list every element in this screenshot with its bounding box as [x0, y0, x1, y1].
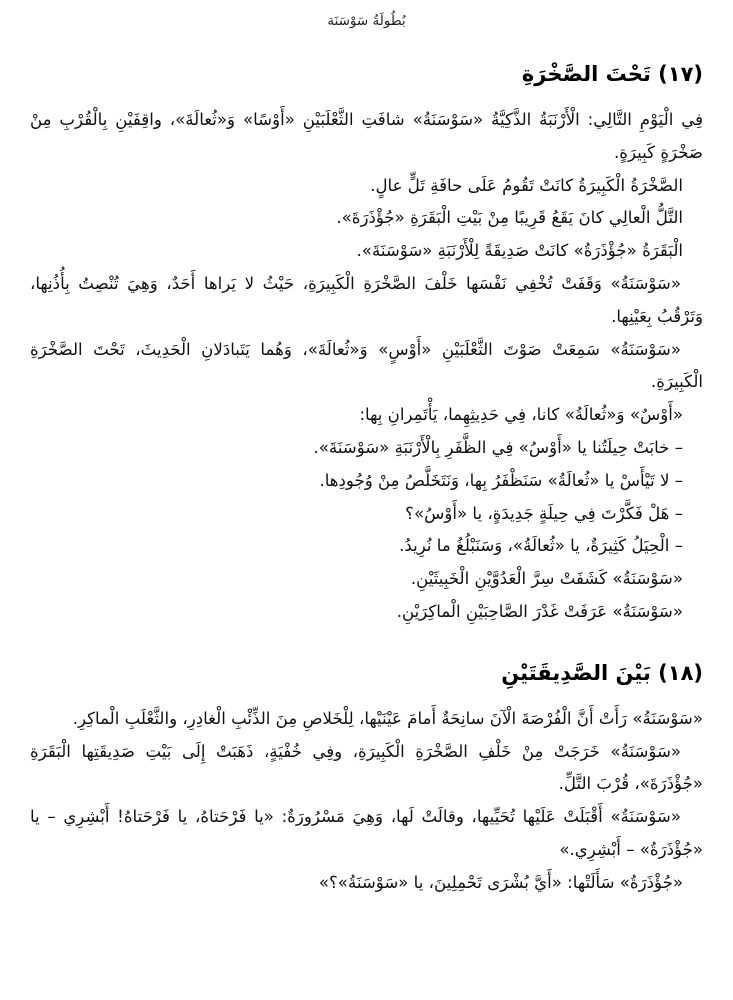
paragraph: «أَوْسٌ» وَ«ثُعالَةُ» كانا، فِي حَدِيثِهِما، يَأْتَمِرانِ بِها: [359, 405, 683, 425]
chapter-17-body [30, 104, 703, 629]
running-head: بُطُولَةُ سَوْسَنَة [327, 13, 406, 29]
paragraph: «سَوْسَنَةُ» كَشَفَتْ سِرَّ الْعَدُوَّيْنِ الْخَبِيثَيْنِ. [410, 569, 683, 589]
paragraph: – الْحِيَلُ كَثِيرَةٌ، يا «ثُعالَةُ»، وَسَنَبْلُغُ ما نُرِيدُ. [399, 536, 683, 556]
paragraph: – لا تَيْأَسْ يا «ثُعالَةُ» سَنَظْفَرُ بِها، وَنَتَخَلَّصُ مِنْ وُجُودِها. [319, 470, 683, 490]
paragraph: «سَوْسَنَةُ» سَمِعَتْ صَوْتَ الثَّعْلَبَيْنِ «أَوْسٍ» وَ«ثُعالَةَ»، وَهُما يَتَبادَلانِ الْحَدِيثَ، تَحْتَ الصَّخْرَةِ الْكَبِيرَةِ. [30, 339, 703, 392]
paragraph: «سَوْسَنَةُ» عَرَفَتْ غَدْرَ الصَّاحِبَيْنِ الْماكِرَيْنِ. [396, 601, 683, 621]
chapter-18 [30, 659, 703, 900]
paragraph: «سَوْسَنَةُ» وَقَفَتْ تُخْفِي نَفْسَها خَلْفَ الصَّخْرَةِ الْكَبِيرَةِ، حَيْثُ لا يَراها أَحَدٌ، وَهِيَ تُنْصِتُ بِأُذُنِها، وَتَرْقُبُ بِعَيْنِها. [30, 273, 703, 326]
paragraph: – خابَتْ حِيلَتُنا يا «أَوْسُ» فِي الظَّفَرِ بِالْأَرْنَبَةِ «سَوْسَنَةَ». [313, 437, 683, 457]
paragraph: الْبَقَرَةُ «جُؤْذَرَةُ» كانَتْ صَدِيقَةً لِلْأَرْنَبَةِ «سَوْسَنَةَ». [356, 241, 683, 261]
chapter-17 [30, 60, 703, 629]
paragraph: «سَوْسَنَةُ» خَرَجَتْ مِنْ خَلْفِ الصَّخْرَةِ الْكَبِيرَةِ، وفِي خُفْيَةٍ، ذَهَبَتْ إِلَى بَيْتِ صَدِيقَتِها الْبَقَرَةِ «جُؤْذَرَةَ»، قُرْبَ التَّلِّ. [30, 741, 703, 794]
chapter-18-body [30, 703, 703, 900]
paragraph: – هَلْ فَكَّرْتَ فِي حِيلَةٍ جَدِيدَةٍ، يا «أَوْسُ»؟ [405, 503, 683, 523]
paragraph: فِي الْيَوْمِ التَّالِي: الْأَرْنَبَةُ الذَّكِيَّةُ «سَوْسَنَةُ» شافَتِ الثَّعْلَبَيْنِ «أَوْسًا» وَ«ثُعالَةَ»، واقِفَيْنِ بِالْقُرْبِ مِنْ صَخْرَةٍ كَبِيرَةٍ. [30, 110, 703, 162]
chapter-18-title: (١٨) بَيْنَ الصَّدِيقَتَيْنِ [501, 660, 703, 685]
chapter-17-title: (١٧) تَحْتَ الصَّخْرَةِ [521, 62, 703, 86]
paragraph: التَّلُّ الْعالِي كانَ يَقَعُ قَرِيبًا مِنْ بَيْتِ الْبَقَرَةِ «جُؤْذَرَةَ». [336, 208, 683, 228]
paragraph: الصَّخْرَةُ الْكَبِيرَةُ كانَتْ تَقُومُ عَلَى حافَةِ تَلٍّ عالٍ. [370, 175, 683, 195]
paragraph: «سَوْسَنَةُ» رَأَتْ أَنَّ الْفُرْصَةَ الْآنَ سانِحَةٌ أَمامَ عَيْنَيْها، لِلْخَلاصِ مِنَ الذِّئْبِ الْغادِرِ، والثَّعْلَبِ الْماكِرِ. [72, 708, 703, 728]
paragraph: «جُؤْذَرَةُ» سَأَلَتْها: «أَيَّ بُشْرَى تَحْمِلِينَ، يا «سَوْسَنَةُ»؟» [318, 872, 683, 892]
paragraph: «سَوْسَنَةُ» أَقْبَلَتْ عَلَيْها تُحَيِّيها، وقالَتْ لَها، وَهِيَ مَسْرُورَةٌ: «يا فَرْحَتاهُ، يا فَرْحَتاهُ! أَبْشِرِي – يا «جُؤْذَرَةُ» – أَبْشِرِي.» [30, 807, 703, 859]
